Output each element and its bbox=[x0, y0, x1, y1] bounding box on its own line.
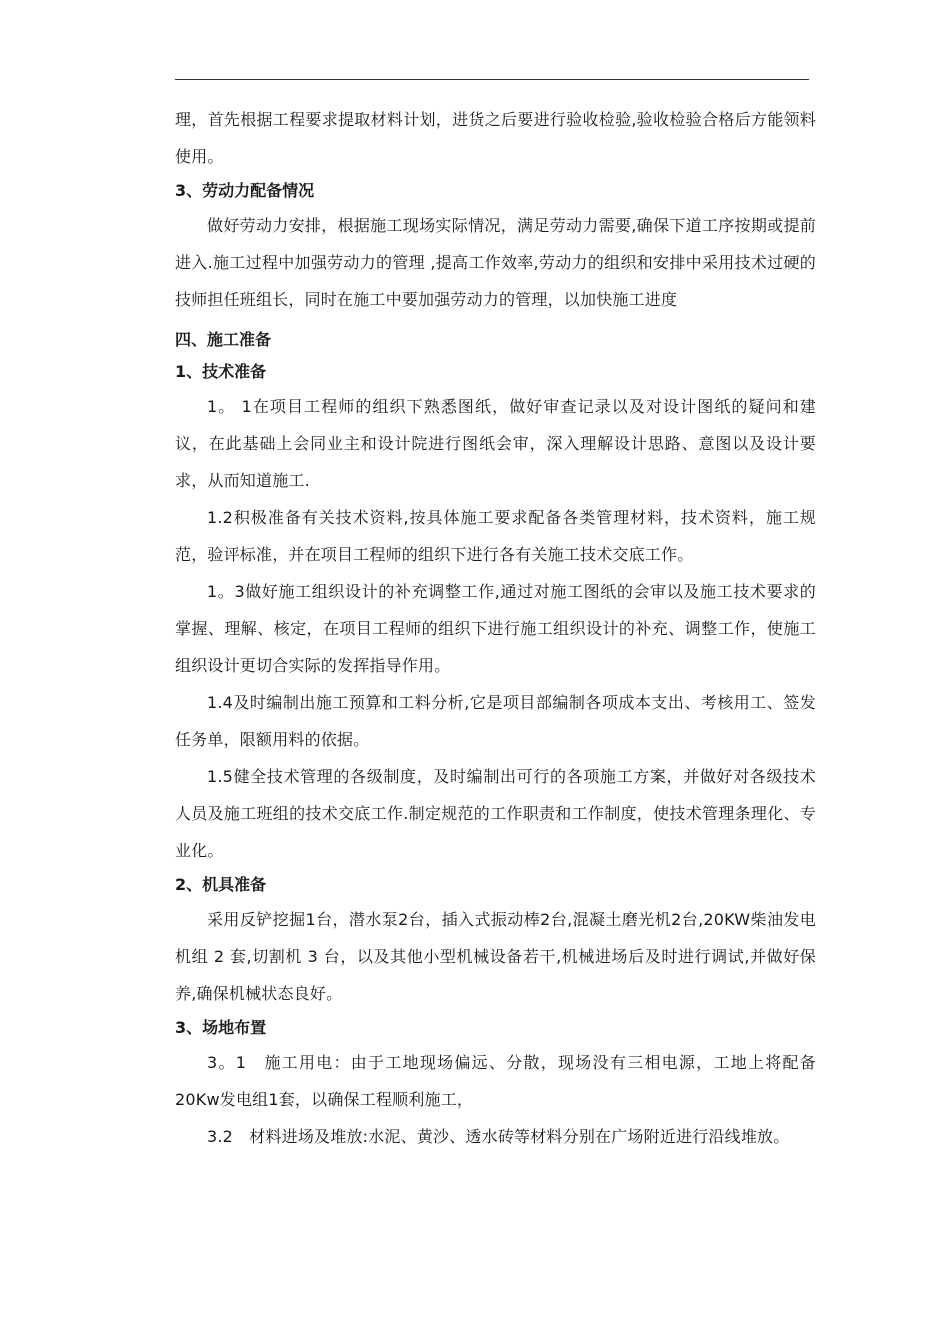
heading-section-4: 四、施工准备 bbox=[175, 330, 272, 349]
paragraph-1-5: 1.5健全技术管理的各级制度，及时编制出可行的各项施工方案，并做好对各级技术人员及施工班组的技术交底工作.制定规范的工作职责和工作制度，使技术管理条理化、专业化。 bbox=[175, 767, 816, 860]
document-body bbox=[175, 101, 816, 1155]
header-rule bbox=[175, 79, 809, 80]
paragraph-continued: 理，首先根据工程要求提取材料计划，进货之后要进行验收检验,验收检验合格后方能领料使用。 bbox=[175, 110, 816, 166]
paragraph-1-2: 1.2积极准备有关技术资料,按具体施工要求配备各类管理材料，技术资料，施工规范，验评标准，并在项目工程师的组织下进行各有关施工技术交底工作。 bbox=[175, 508, 816, 564]
paragraph-labor: 做好劳动力安排，根据施工现场实际情况，满足劳动力需要,确保下道工序按期或提前进入.施工过程中加强劳动力的管理 ,提高工作效率,劳动力的组织和安排中采用技术过硬的技师担任班组长，同时在施工中要加强劳动力的管理，以加快施工进度 bbox=[175, 216, 816, 309]
paragraph-equipment: 采用反铲挖掘1台，潜水泵2台，插入式振动棒2台,混凝土磨光机2台,20KW柴油发电机组 2 套,切割机 3 台，以及其他小型机械设备若干,机械进场后及时进行调试,并做好保养,确保机械状态良好。 bbox=[175, 910, 816, 1003]
paragraph-3-1: 3。1 施工用电：由于工地现场偏远、分散，现场没有三相电源，工地上将配备20Kw发电组1套，以确保工程顺利施工， bbox=[175, 1053, 816, 1109]
paragraph-3-2: 3.2 材料进场及堆放:水泥、黄沙、透水砖等材料分别在广场附近进行沿线堆放。 bbox=[207, 1127, 790, 1146]
heading-tech-prep: 1、技术准备 bbox=[175, 362, 267, 381]
heading-equipment: 2、机具准备 bbox=[175, 875, 267, 894]
heading-labor: 3、劳动力配备情况 bbox=[175, 181, 315, 200]
paragraph-1-1: 1。 1在项目工程师的组织下熟悉图纸，做好审查记录以及对设计图纸的疑问和建议，在此基础上会同业主和设计院进行图纸会审，深入理解设计思路、意图以及设计要求，从而知道施工. bbox=[175, 397, 816, 490]
heading-site-layout: 3、场地布置 bbox=[175, 1018, 267, 1037]
paragraph-1-3: 1。3做好施工组织设计的补充调整工作,通过对施工图纸的会审以及施工技术要求的掌握、理解、核定，在项目工程师的组织下进行施工组织设计的补充、调整工作，使施工组织设计更切合实际的发挥指导作用。 bbox=[175, 582, 816, 675]
paragraph-1-4: 1.4及时编制出施工预算和工料分析,它是项目部编制各项成本支出、考核用工、签发任务单，限额用料的依据。 bbox=[175, 693, 816, 749]
